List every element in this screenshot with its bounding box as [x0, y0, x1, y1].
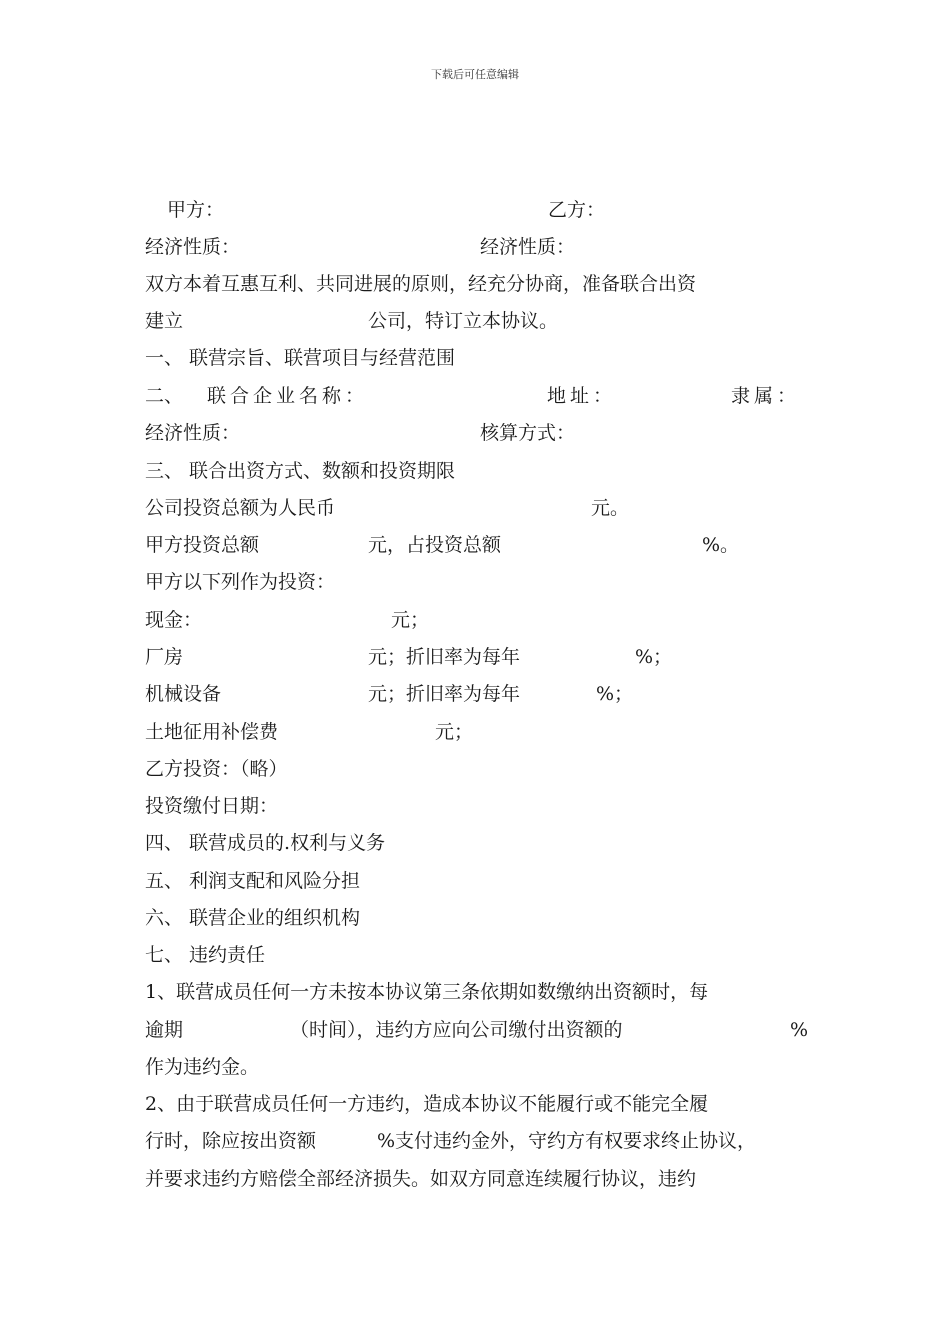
clause-2-termination-text: %支付违约金外，守约方有权要求终止协议，: [377, 1130, 757, 1152]
land-label: 土地征用补偿费: [145, 721, 279, 743]
machinery-depreciation-label: 元；折旧率为每年: [368, 683, 521, 705]
clause-1-line-3: 作为违约金。: [145, 1056, 260, 1078]
factory-depreciation-label: 元；折旧率为每年: [368, 646, 521, 668]
factory-label: 厂房: [145, 646, 184, 668]
section-7-heading: 七、 违约责任: [145, 944, 266, 966]
clause-1-overdue-label: 逾期: [145, 1019, 184, 1041]
party-a-total-label: 甲方投资总额: [145, 534, 260, 556]
section-4-heading: 四、 联营成员的.权利与义务: [145, 832, 386, 854]
intro-company-suffix: 公司，特订立本协议。: [368, 310, 559, 332]
section-2-number: 二、: [145, 385, 184, 407]
party-a-items-intro: 甲方以下列作为投资：: [145, 571, 336, 593]
affiliation-label: 隶属：: [731, 385, 801, 407]
enterprise-economic-nature-label: 经济性质：: [145, 422, 241, 444]
section-1-heading: 一、 联营宗旨、联营项目与经营范围: [145, 347, 456, 369]
total-investment-label: 公司投资总额为人民币: [145, 497, 336, 519]
payment-date-label: 投资缴付日期：: [145, 795, 279, 817]
clause-1-line-1: 1、联营成员任何一方未按本协议第三条依期如数缴纳出资额时，每: [145, 981, 709, 1003]
party-b-label: 乙方：: [548, 199, 606, 221]
clause-2-line-1: 2、由于联营成员任何一方违约，造成本协议不能履行或不能完全履: [145, 1093, 709, 1115]
section-6-heading: 六、 联营企业的组织机构: [145, 907, 361, 929]
party-a-label: 甲方：: [167, 199, 225, 221]
accounting-method-label: 核算方式：: [480, 422, 576, 444]
cash-label: 现金：: [145, 609, 203, 631]
section-3-heading: 三、 联合出资方式、数额和投资期限: [145, 460, 456, 482]
section-5-heading: 五、 利润支配和风险分担: [145, 870, 361, 892]
land-unit: 元；: [435, 721, 474, 743]
enterprise-name-label: 联合企业名称：: [207, 385, 369, 407]
party-a-share-unit: %。: [702, 534, 740, 556]
clause-2-line-3: 并要求违约方赔偿全部经济损失。如双方同意连续履行协议，违约: [145, 1168, 697, 1190]
party-b-economic-nature-label: 经济性质：: [480, 236, 576, 258]
factory-depreciation-unit: %；: [635, 646, 673, 668]
clause-1-penalty-text: （时间），违约方应向公司缴付出资额的: [290, 1019, 623, 1041]
address-label: 地址：: [547, 385, 617, 407]
party-b-investment: 乙方投资：（略）: [145, 758, 288, 780]
intro-establish-label: 建立: [145, 310, 184, 332]
total-investment-unit: 元。: [591, 497, 630, 519]
clause-2-contribution-label: 行时，除应按出资额: [145, 1130, 317, 1152]
intro-line-1: 双方本着互惠互利、共同进展的原则，经充分协商，准备联合出资: [145, 273, 697, 295]
cash-unit: 元；: [391, 609, 430, 631]
machinery-depreciation-unit: %；: [596, 683, 634, 705]
machinery-label: 机械设备: [145, 683, 222, 705]
party-a-share-label: 元，占投资总额: [368, 534, 502, 556]
clause-1-percent-unit: %: [790, 1019, 809, 1041]
header-note: 下载后可任意编辑: [431, 68, 519, 81]
party-a-economic-nature-label: 经济性质：: [145, 236, 241, 258]
